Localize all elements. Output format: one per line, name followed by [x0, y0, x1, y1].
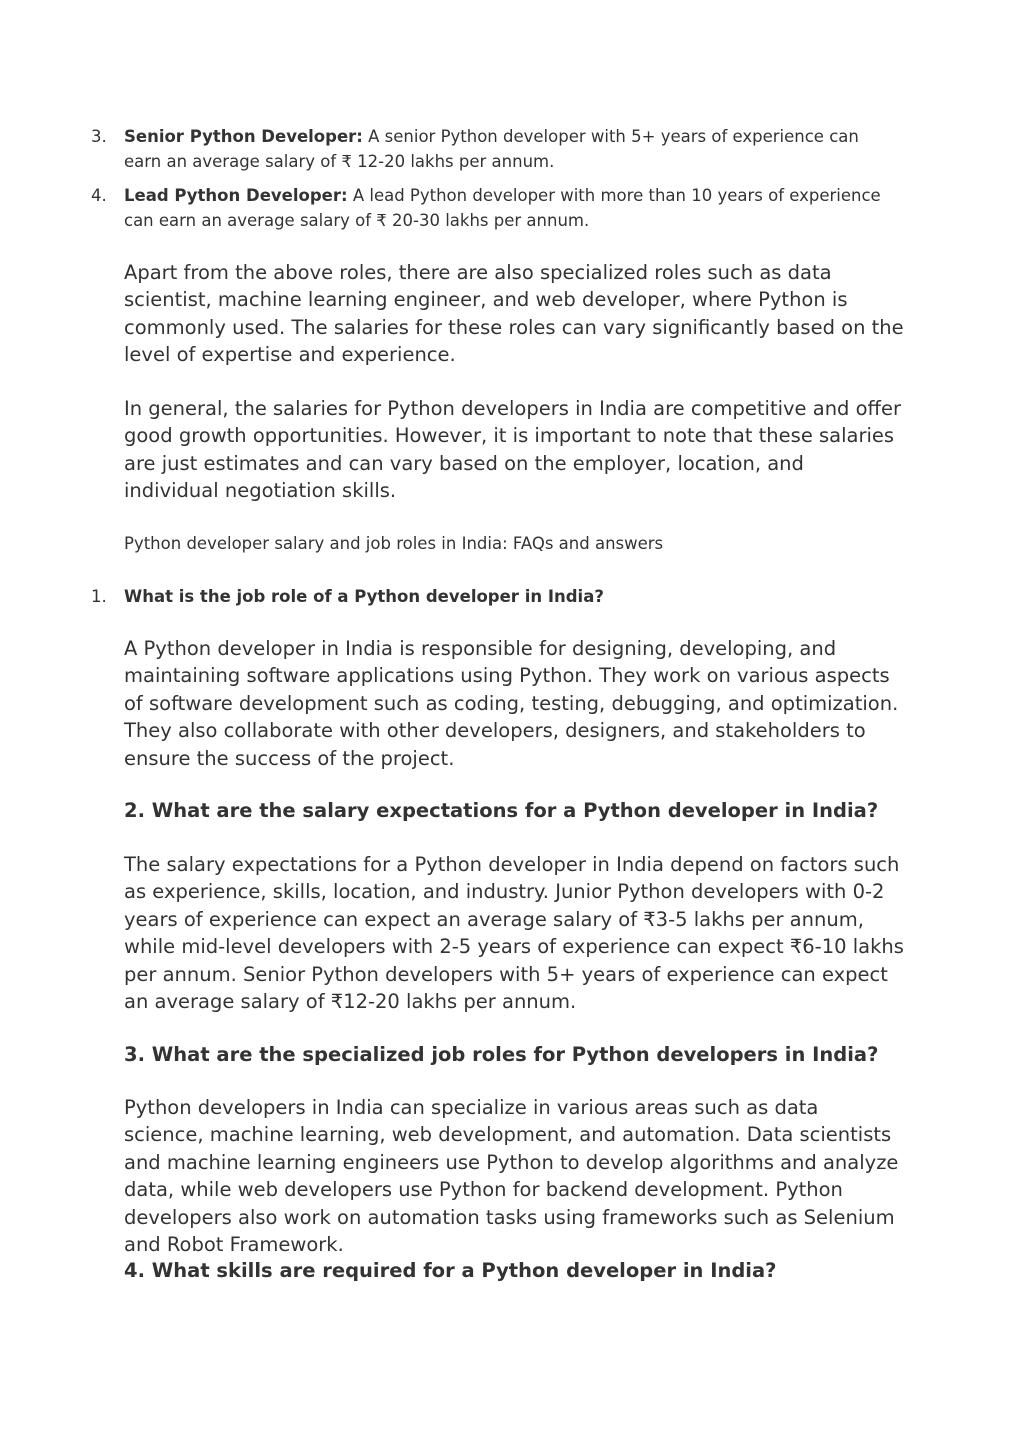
faq-question-3: 3. What are the specialized job roles for Python developers in India? — [124, 1043, 879, 1066]
paragraph-general-salaries: In general, the salaries for Python developers in India are competitive and offer good growth opportunities. However, it is important to note that these salaries are just estimates and can vary based on the employer, location, and individual negotiation skills. — [124, 397, 902, 503]
list-item-text: A lead Python developer with more than 10 years of experience can earn an average salary of ₹ 20-30 lakhs per annum. — [124, 186, 881, 230]
faq-intro: Python developer salary and job roles in India: FAQs and answers — [124, 534, 664, 553]
faq-question-1-text: What is the job role of a Python developer in India? — [124, 587, 604, 606]
faq-question-2: 2. What are the salary expectations for a Python developer in India? — [124, 799, 879, 822]
list-item-body — [124, 183, 894, 233]
faq-answer-2: The salary expectations for a Python developer in India depend on factors such as experience, skills, location, and industry. Junior Python developers with 0-2 years of experience can expect an average salary of ₹3-5 lakhs per annum, while mid-level developers with 2-5 years of experience can expect ₹6-10 lakhs per annum. Senior Python developers with 5+ years of experience can expect an average salary of ₹12-20 lakhs per annum. — [124, 853, 904, 1014]
list-item-body — [124, 124, 894, 174]
list-item-label: Lead Python Developer: — [124, 186, 348, 205]
faq-answer-3: Python developers in India can specialize in various areas such as data science, machine learning, web development, and automation. Data scientists and machine learning engineers use Python to develop algorithms and analyze data, while web developers use Python for backend development. Python developers also work on automation tasks using frameworks such as Selenium and Robot Framework. — [124, 1096, 899, 1257]
faq-question-4: 4. What skills are required for a Python developer in India? — [124, 1259, 777, 1282]
list-number: 4. — [91, 186, 107, 205]
faq-answer-1: A Python developer in India is responsible for designing, developing, and maintaining software applications using Python. They work on various aspects of software development such as coding, testing, debugging, and optimization. They also collaborate with other developers, designers, and stakeholders to ensure the success of the project. — [124, 637, 899, 770]
list-item-label: Senior Python Developer: — [124, 127, 363, 146]
list-item-text: A senior Python developer with 5+ years of experience can earn an average salary of ₹ 12-20 lakhs per annum. — [124, 127, 859, 171]
paragraph-specialized-roles: Apart from the above roles, there are also specialized roles such as data scientist, machine learning engineer, and web developer, where Python is commonly used. The salaries for these roles can vary significantly based on the level of expertise and experience. — [124, 261, 904, 367]
list-number: 1. — [91, 587, 107, 606]
list-number: 3. — [91, 127, 107, 146]
